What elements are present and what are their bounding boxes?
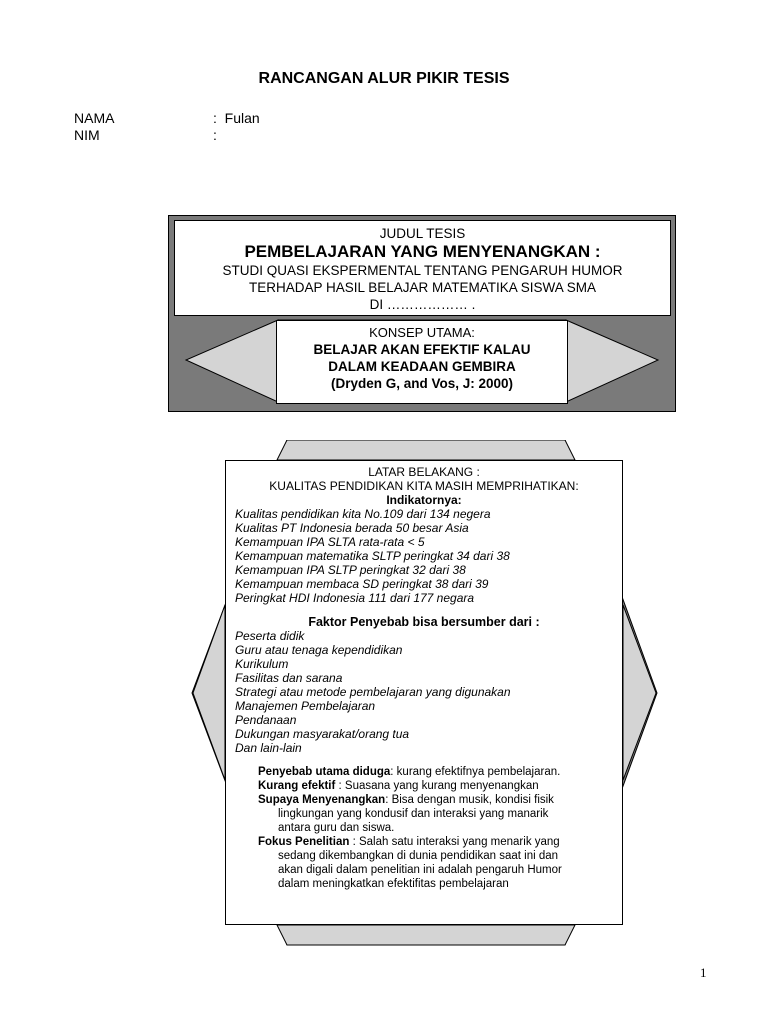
nim-colon: : bbox=[213, 127, 217, 143]
factor-item: Kurikulum bbox=[235, 657, 289, 671]
focus-continuation: akan digali dalam penelitian ini adalah pengaruh Humor bbox=[278, 864, 562, 876]
main-concept-box bbox=[276, 320, 568, 404]
name-field bbox=[213, 110, 260, 126]
factor-item: Manajemen Pembelajaran bbox=[235, 699, 376, 713]
focus-label: Fokus Penelitian bbox=[258, 836, 350, 848]
concept-citation: (Dryden G, and Vos, J: 2000) bbox=[330, 376, 514, 391]
concept-line-2: DALAM KEADAAN GEMBIRA bbox=[328, 359, 516, 374]
analysis-section bbox=[226, 765, 622, 891]
focus-continuation: dalam meningkatkan efektifitas pembelajaran bbox=[278, 878, 509, 890]
nim-field bbox=[213, 127, 221, 143]
focus-text: : Salah satu interaksi yang menarik yang bbox=[349, 836, 560, 848]
main-cause-text: : kurang efektifnya pembelajaran. bbox=[390, 766, 561, 778]
thesis-main-title: PEMBELAJARAN YANG MENYENANGKAN : bbox=[244, 242, 601, 261]
main-cause-line bbox=[258, 765, 622, 779]
background-box bbox=[225, 460, 623, 925]
main-cause-label: Penyebab utama diduga bbox=[258, 766, 391, 778]
document-title: RANCANGAN ALUR PIKIR TESIS bbox=[258, 70, 510, 87]
indicator-item: Kemampuan membaca SD peringkat 38 dari 39 bbox=[235, 577, 489, 591]
thesis-label: JUDUL TESIS bbox=[379, 226, 466, 241]
factor-item: Peserta didik bbox=[235, 629, 305, 643]
indicator-item: Kemampuan matematika SLTP peringkat 34 dari 38 bbox=[235, 549, 510, 563]
hexagon-top-facet bbox=[277, 440, 575, 460]
background-label: LATAR BELAKANG : bbox=[368, 465, 480, 479]
left-arrow-shape bbox=[186, 320, 278, 402]
background-subtitle: KUALITAS PENDIDIKAN KITA MASIH MEMPRIHATIKAN: bbox=[269, 479, 579, 493]
indicator-item: Kualitas PT Indonesia berada 50 besar Asia bbox=[235, 521, 469, 535]
indicator-item: Kemampuan IPA SLTA rata-rata < 5 bbox=[235, 535, 425, 549]
factor-item: Guru atau tenaga kependidikan bbox=[235, 643, 403, 657]
fun-text: : Bisa dengan musik, kondisi fisik bbox=[385, 794, 554, 806]
thesis-line-2: TERHADAP HASIL BELAJAR MATEMATIKA SISWA SMA bbox=[248, 280, 597, 295]
hexagon-right-facet bbox=[623, 605, 656, 780]
hexagon-bottom-facet bbox=[277, 925, 575, 945]
name-value: Fulan bbox=[224, 110, 260, 126]
indicator-item: Kemampuan IPA SLTP peringkat 32 dari 38 bbox=[235, 563, 466, 577]
hexagon-left-facet bbox=[193, 605, 225, 780]
fun-line bbox=[258, 793, 622, 807]
page-number: 1 bbox=[700, 965, 707, 980]
focus-line bbox=[258, 835, 622, 849]
concept-label: KONSEP UTAMA: bbox=[369, 325, 475, 340]
concept-line-1: BELAJAR AKAN EFEKTIF KALAU bbox=[313, 342, 531, 357]
fun-continuation: lingkungan yang kondusif dan interaksi yang manarik bbox=[278, 808, 549, 820]
ineffective-label: Kurang efektif bbox=[258, 780, 336, 792]
thesis-line-3: DI ……………… . bbox=[369, 297, 476, 312]
name-label: NAMA bbox=[74, 110, 115, 126]
focus-continuation: sedang dikembangkan di dunia pendidikan saat ini dan bbox=[278, 850, 559, 862]
indicator-item: Peringkat HDI Indonesia 111 dari 177 negara bbox=[235, 591, 475, 605]
indicator-item: Kualitas pendidikan kita No.109 dari 134 negera bbox=[235, 507, 491, 521]
right-arrow-shape bbox=[566, 320, 658, 402]
name-colon: : bbox=[213, 110, 217, 126]
fun-continuation: antara guru dan siswa. bbox=[278, 822, 395, 834]
factor-item: Pendanaan bbox=[235, 713, 297, 727]
factor-item: Dukungan masyarakat/orang tua bbox=[235, 727, 410, 741]
thesis-line-1: STUDI QUASI EKSPERMENTAL TENTANG PENGARUH HUMOR bbox=[222, 263, 623, 278]
factor-list bbox=[226, 629, 622, 755]
factors-heading: Faktor Penyebab bisa bersumber dari : bbox=[308, 615, 540, 629]
fun-label: Supaya Menyenangkan bbox=[258, 794, 386, 806]
factor-item: Dan lain-lain bbox=[235, 741, 302, 755]
thesis-title-box bbox=[174, 220, 671, 316]
indicators-heading: Indikatornya: bbox=[386, 493, 462, 507]
nim-label: NIM bbox=[74, 127, 100, 143]
factor-item: Strategi atau metode pembelajaran yang digunakan bbox=[235, 685, 511, 699]
indicator-list bbox=[226, 507, 622, 605]
ineffective-text: : Suasana yang kurang menyenangkan bbox=[335, 780, 539, 792]
factor-item: Fasilitas dan sarana bbox=[235, 671, 343, 685]
ineffective-line bbox=[258, 779, 622, 793]
